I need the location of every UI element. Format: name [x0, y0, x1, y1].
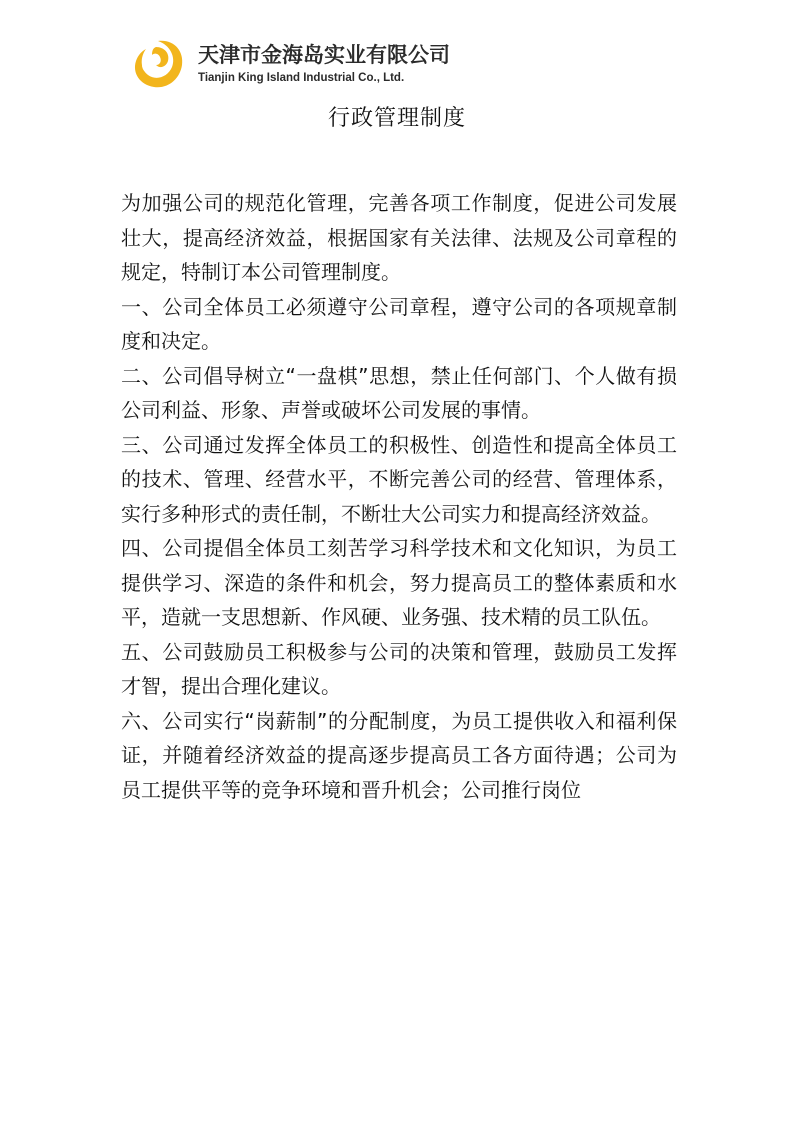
document-title: 行政管理制度 [327, 106, 466, 131]
company-name-en: Tianjin King Island Industrial Co., Ltd. [198, 72, 405, 84]
paragraph-item-4: 四、公司提倡全体员工刻苦学习科学技术和文化知识，为员工提供学习、深造的条件和机会，努力提高员工的整体素质和水平，造就一支思想新、作风硬、业务强、技术精的员工队伍。 [121, 536, 677, 629]
company-name-cn: 天津市金海岛实业有限公司 [198, 43, 450, 67]
paragraph-item-1: 一、公司全体员工必须遵守公司章程，遵守公司的各项规章制度和决定。 [121, 294, 677, 353]
company-name-block [198, 43, 450, 85]
letterhead [128, 36, 450, 92]
paragraph-intro: 为加强公司的规范化管理，完善各项工作制度，促进公司发展壮大，提高经济效益，根据国家有关法律、法规及公司章程的规定，特制订本公司管理制度。 [121, 191, 677, 284]
company-logo-icon [128, 37, 186, 91]
paragraph-item-6: 六、公司实行“岗薪制”的分配制度，为员工提供收入和福利保证，并随着经济效益的提高逐步提高员工各方面待遇；公司为员工提供平等的竞争环境和晋升机会；公司推行岗位 [121, 708, 677, 802]
paragraph-item-3: 三、公司通过发挥全体员工的积极性、创造性和提高全体员工的技术、管理、经营水平，不断完善公司的经营、管理体系，实行多种形式的责任制，不断壮大公司实力和提高经济效益。 [121, 432, 677, 526]
paragraph-item-5: 五、公司鼓励员工积极参与公司的决策和管理，鼓励员工发挥才智，提出合理化建议。 [121, 639, 677, 698]
document-body [121, 186, 677, 807]
paragraph-item-2: 二、公司倡导树立“一盘棋”思想，禁止任何部门、个人做有损公司利益、形象、声誉或破坏公司发展的事情。 [121, 363, 677, 422]
